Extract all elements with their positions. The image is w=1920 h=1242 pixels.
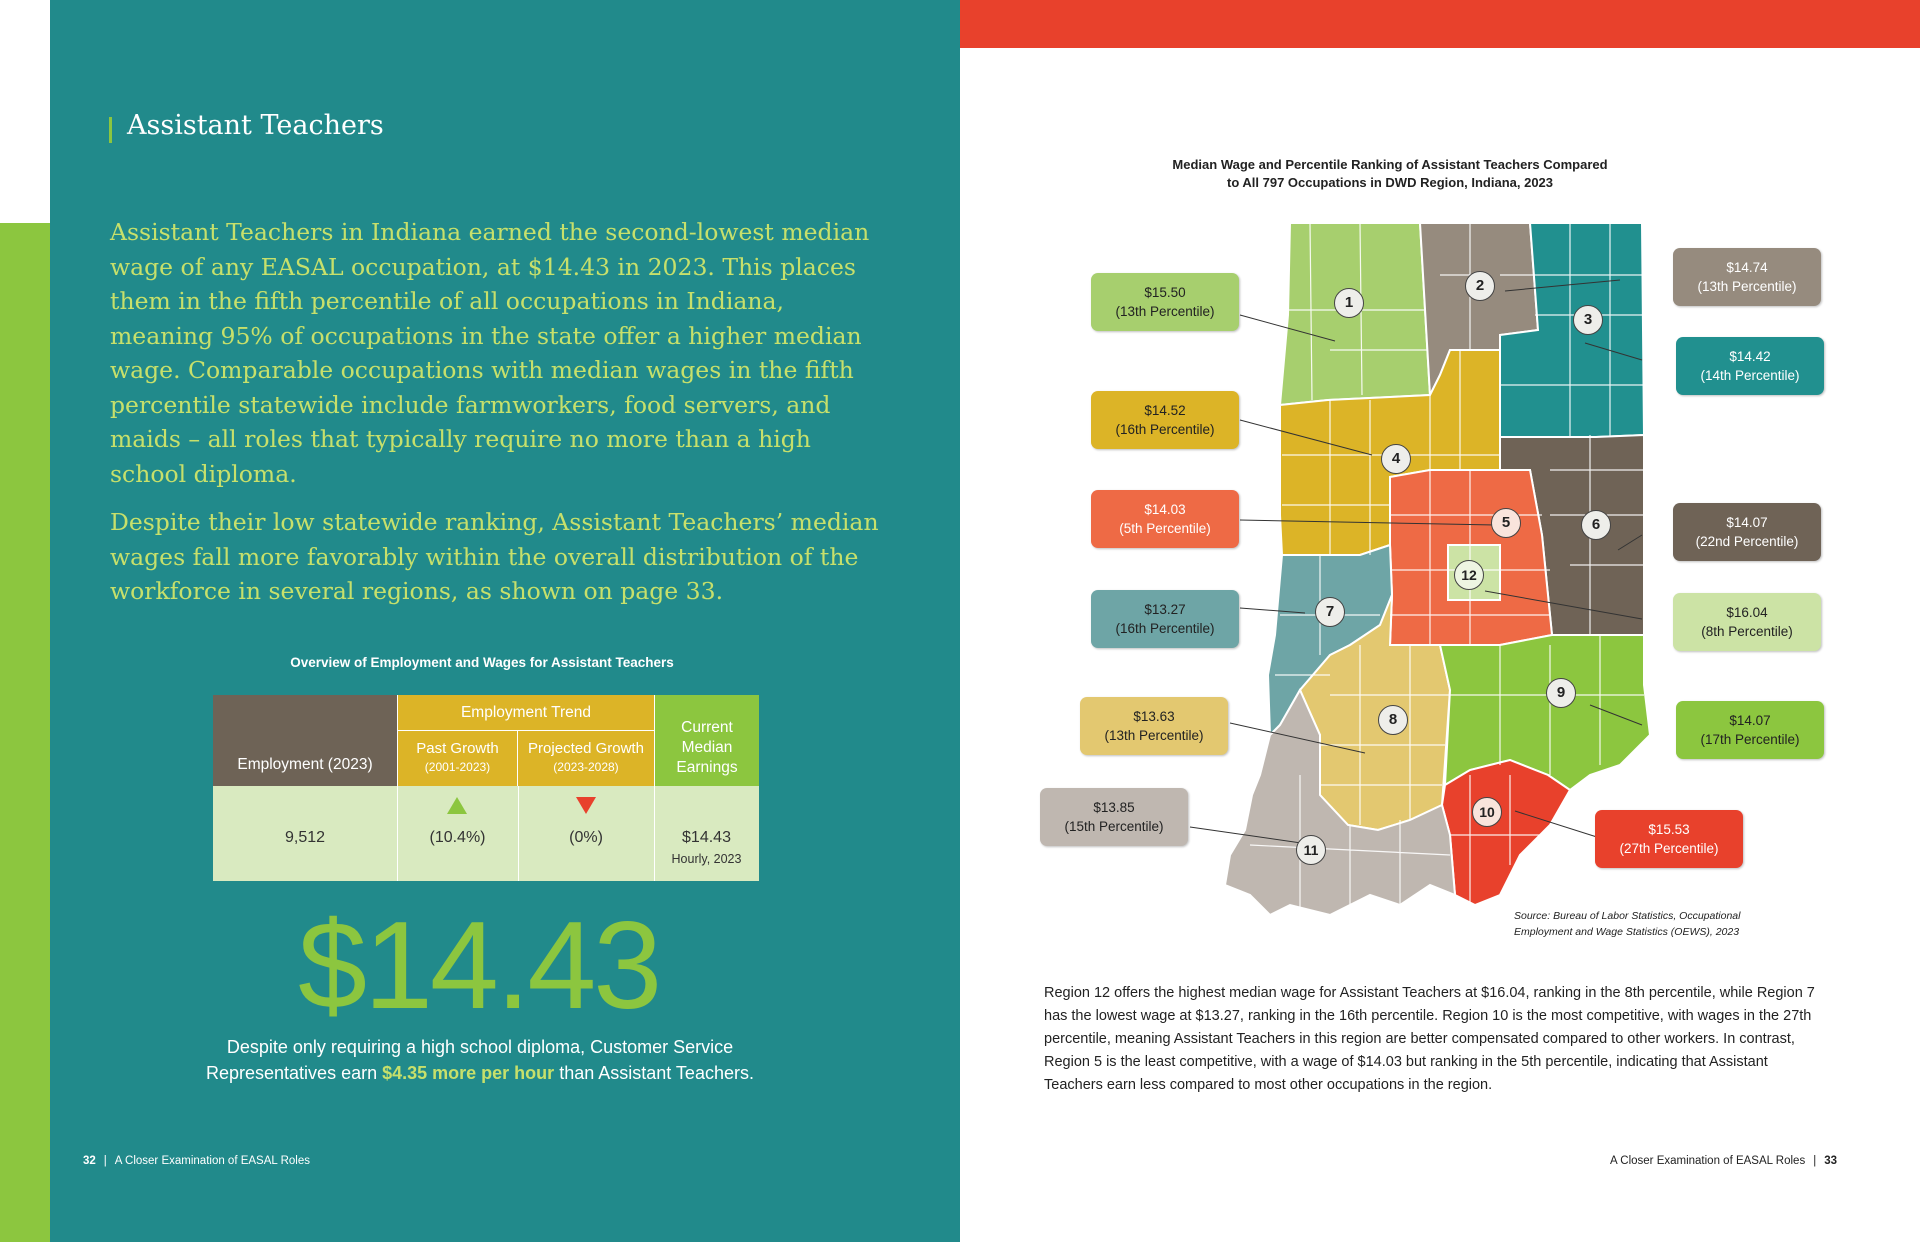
employment-wage-table [213, 695, 759, 881]
employment-header: Employment (2023) [213, 695, 397, 786]
region-9-shape [1440, 635, 1650, 790]
region-3-marker: 3 [1573, 305, 1603, 335]
current-median-earnings-header: Current Median Earnings [654, 695, 759, 786]
region-11-marker: 11 [1296, 835, 1326, 865]
past-growth-value: (10.4%) [429, 829, 486, 846]
region-10-marker: 10 [1472, 797, 1502, 827]
wage-comparison-caption: Despite only requiring a high school diploma, Customer Service Representatives earn $4.35 more per hour than Assistant Teachers. [206, 1037, 754, 1083]
earnings-note: Hourly, 2023 [671, 852, 742, 866]
region-5-label: $14.03 (5th Percentile) [1091, 490, 1239, 548]
big-wage-figure: $14.43 [298, 897, 660, 1035]
region-12-marker: 12 [1454, 560, 1484, 590]
down-arrow-icon [575, 795, 597, 815]
region-10-shape [1442, 760, 1570, 905]
left-footer: 32 | A Closer Examination of EASAL Roles [83, 1155, 310, 1167]
region-7-marker: 7 [1315, 597, 1345, 627]
earnings-value: $14.43 [682, 829, 731, 846]
projected-growth-header: Projected Growth (2023-2028) [518, 731, 654, 786]
region-10-label: $15.53 (27th Percentile) [1595, 810, 1743, 868]
region-2-label: $14.74 (13th Percentile) [1673, 248, 1821, 306]
right-footer: A Closer Examination of EASAL Roles | 33 [1610, 1155, 1837, 1167]
region-1-marker: 1 [1334, 288, 1364, 318]
map-title: Median Wage and Percentile Ranking of Assistant Teachers Compared to All 797 Occupations in DWD Region, Indiana, 2023 [1172, 157, 1608, 190]
region-6-label: $14.07 (22nd Percentile) [1673, 503, 1821, 561]
intro-paragraph: Assistant Teachers in Indiana earned the second-lowest median wage of any EASAL occupation, at $14.43 in 2023. This places them in the fifth percentile of all occupations in Indiana, meaning 95% of occupations in the state offer a higher median wage. Comparable occupations with median wages in the fifth percentile statewide include farmworkers, food servers, and maids – all roles that typically require no more than a high school diploma. [110, 218, 870, 488]
region-3-label: $14.42 (14th Percentile) [1676, 337, 1824, 395]
region-6-marker: 6 [1581, 510, 1611, 540]
region-4-marker: 4 [1381, 444, 1411, 474]
regional-paragraph: Despite their low statewide ranking, Assistant Teachers’ median wages fall more favorably within the overall distribution of the workforce in several regions, as shown on page 33. [110, 508, 879, 605]
table-title: Overview of Employment and Wages for Assistant Teachers [290, 655, 674, 670]
region-4-label: $14.52 (16th Percentile) [1091, 391, 1239, 449]
region-7-label: $13.27 (16th Percentile) [1091, 590, 1239, 648]
region-5-marker: 5 [1491, 508, 1521, 538]
right-header-bar [960, 0, 1920, 48]
region-8-label: $13.63 (13th Percentile) [1080, 697, 1228, 755]
employment-trend-header: Employment Trend [397, 695, 654, 731]
up-arrow-icon [446, 795, 468, 815]
region-11-label: $13.85 (15th Percentile) [1040, 788, 1188, 846]
map-source-note: Source: Bureau of Labor Statistics, Occupational Employment and Wage Statistics (OEWS), 2023 [1514, 910, 1741, 938]
employment-value: 9,512 [284, 829, 326, 846]
region-9-label: $14.07 (17th Percentile) [1676, 701, 1824, 759]
projected-growth-value: (0%) [569, 829, 603, 846]
left-accent-strip [0, 223, 50, 1242]
regional-summary-paragraph: Region 12 offers the highest median wage for Assistant Teachers at $16.04, ranking in the 8th percentile, while Region 7 has the lowest wage at $13.27, ranking in the 16th percentile. Region 10 is the most competitive, with wages in the 27th percentile, meaning Assistant Teachers in this region are better compensated compared to other workers. In contrast, Region 5 is the least competitive, with a wage of $14.03 but ranking in the 5th percentile, indicating that Assistant Teachers earn less compared to most other occupations in the region. [1044, 985, 1815, 1093]
region-1-label: $15.50 (13th Percentile) [1091, 273, 1239, 331]
section-title: Assistant Teachers [127, 110, 384, 141]
region-9-marker: 9 [1546, 678, 1576, 708]
region-12-label: $16.04 (8th Percentile) [1673, 593, 1821, 651]
region-2-marker: 2 [1465, 271, 1495, 301]
title-accent-bar [109, 117, 112, 143]
past-growth-header: Past Growth (2001-2023) [397, 731, 518, 786]
region-8-marker: 8 [1378, 705, 1408, 735]
